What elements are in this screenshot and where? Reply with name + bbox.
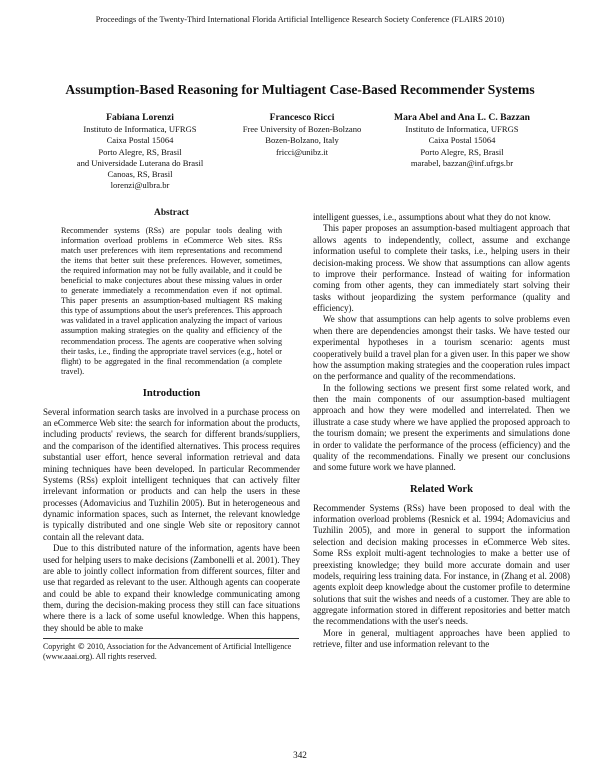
- author-email: fricci@unibz.it: [275, 146, 329, 157]
- body-paragraph: More in general, multiagent approaches have been applied to retrieve, filter and use information relevant to the: [313, 627, 570, 650]
- body-paragraph: This paper proposes an assumption-based multiagent approach that allows agents to independently, collect, assume and exchange information useful to complete their tasks, i.e., helping users in their decision-making process. We show that assumptions can allow agents to improve their performance. Instead of waiting for information coming from other agents, they can immediately start solving their tasks without jeopardizing the system performance (quality and efficiency).: [313, 223, 570, 313]
- copyright-notice: [43, 642, 300, 662]
- author-block-1: [60, 112, 220, 192]
- body-paragraph: We show that assumptions can help agents to solve problems even when there are dependencies amongst their tasks. We have tested our experimental hypotheses in a tourism scenario: agents must cooperatively build a travel plan for a given user. In this paper we show how the assumption making strategies and the cooperation rules impact on the performance and quality of the recommendations.: [313, 314, 570, 382]
- author-affiliation-line: Free University of Bozen-Bolzano: [242, 124, 362, 134]
- author-name: Fabiana Lorenzi: [106, 112, 174, 123]
- abstract-heading: Abstract: [154, 208, 189, 218]
- body-paragraph: In the following sections we present first some related work, and then the main components of our assumption-based multiagent approach and how they were modelled and interrelated. Then we illustrate a case study where we have applied the proposed approach to the tourism domain; we present the experiments and simulations done in order to validate the performance of the process (efficiency) and the quality of the recommendations. Finally we present our conclusions and some future work we have planned.: [313, 382, 570, 473]
- related-work-heading: Related Work: [409, 483, 474, 495]
- author-name: Mara Abel and Ana L. C. Bazzan: [394, 112, 530, 123]
- introduction-heading: Introduction: [142, 387, 201, 399]
- left-column: [43, 208, 300, 662]
- author-email: lorenzi@ulbra.br: [110, 180, 170, 191]
- body-paragraph: Several information search tasks are involved in a purchase process on an eCommerce Web site: the search for information about the products, including products' reviews, the search for different brands/suppliers, and the comparison of the identified alternatives. This process requires substantial user effort, hence several information retrieval and data mining techniques have been developed. In particular Recommender Systems (RSs) exploit intelligent techniques that can actively filter irrelevant information or products and can help the users in these processes (Adomavicius and Tuzhilin 2005). But in heterogeneous and dynamic information spaces, such as Internet, the relevant knowledge is typically distributed and one single Web site or repository cannot contain all the relevant data.: [43, 406, 300, 542]
- author-affiliation-line: Porto Alegre, RS, Brasil: [98, 146, 182, 157]
- author-name: Francesco Ricci: [269, 112, 335, 123]
- author-affiliation-line: Bozen-Bolzano, Italy: [265, 135, 339, 146]
- conference-header: Proceedings of the Twenty-Third International Florida Artificial Intelligence Research Society Conference (FLAIRS 2010): [95, 15, 505, 24]
- author-affiliation-line: Porto Alegre, RS, Brasil: [420, 146, 504, 157]
- author-email: marabel, bazzan@inf.ufrgs.br: [410, 157, 514, 168]
- body-paragraph: Due to this distributed nature of the information, agents have been used for helping users to make decisions (Zambonelli et al. 2001). They are able to jointly collect information from different sources, filter and use that regarded as relevant to the user. Although agents can cooperate and could be able to expand their knowledge communicating among them, during the decision-making process they still can face situations where there is a lack of some useful knowledge. When this happens, they should be able to make: [43, 543, 300, 633]
- right-column: [313, 212, 570, 651]
- footnote-divider: [43, 638, 299, 639]
- author-affiliation-line: Canoas, RS, Brasil: [107, 169, 173, 180]
- author-affiliation-line: Instituto de Informatica, UFRGS: [83, 124, 197, 134]
- abstract-text: Recommender systems (RSs) are popular tools dealing with information overload problems in eCommerce Web sites. RSs match user preferences with item representations and recommend the items that better suit these preferences. However, sometimes, the required information may not be fully available, and it could be beneficial to make conjectures about these missing values in order to generate immediately a recommendation even if not optimal. This paper presents an assumption-based multiagent RS making this type of assumptions about the user's preferences. This approach was validated in a travel application analyzing the impact of various assumption making strategies on the quality and efficiency of the recommendation process. The agents are cooperative when solving their tasks, i.e., finding the appropriate travel services (e.g., hotel or flight) to be aggregated in the final recommendation (a complete travel).: [61, 226, 282, 376]
- body-paragraph: intelligent guesses, i.e., assumptions about what they do not know.: [313, 212, 551, 222]
- copyright-text: 2010, Association for the Advancement of Artificial Intelligence (www.aaai.org). All rights reserved.: [43, 642, 292, 662]
- author-block-3: [376, 112, 548, 169]
- paper-title: Assumption-Based Reasoning for Multiagent Case-Based Recommender Systems: [65, 82, 535, 97]
- author-affiliation-line: Caixa Postal 15064: [428, 135, 496, 146]
- body-paragraph: Recommender Systems (RSs) have been proposed to deal with the information overload problems (Resnick et al. 1994; Adomavicius and Tuzhilin 2005), and more in general to support the information selection and decision making processes in eCommerce Web sites. Some RSs exploit multi-agent technologies to make a better use of preexisting knowledge; they build more accurate domain and user models, requiring less training data. For instance, in (Zhang et al. 2008) agents exploit deep knowledge about the customer profile to determine solutions that suit the wishes and needs of a customer. They are able to aggregate information stored in different repositories and better match the recommendations with the user's needs.: [313, 502, 570, 627]
- author-affiliation-line: Caixa Postal 15064: [106, 135, 174, 146]
- page-number: 342: [293, 750, 307, 760]
- author-block-2: [226, 112, 378, 158]
- author-affiliation-line: and Universidade Luterana do Brasil: [76, 157, 204, 168]
- copyright-prefix: Copyright: [43, 642, 76, 652]
- copyright-symbol: ©: [77, 642, 86, 652]
- author-affiliation-line: Instituto de Informatica, UFRGS: [405, 124, 519, 134]
